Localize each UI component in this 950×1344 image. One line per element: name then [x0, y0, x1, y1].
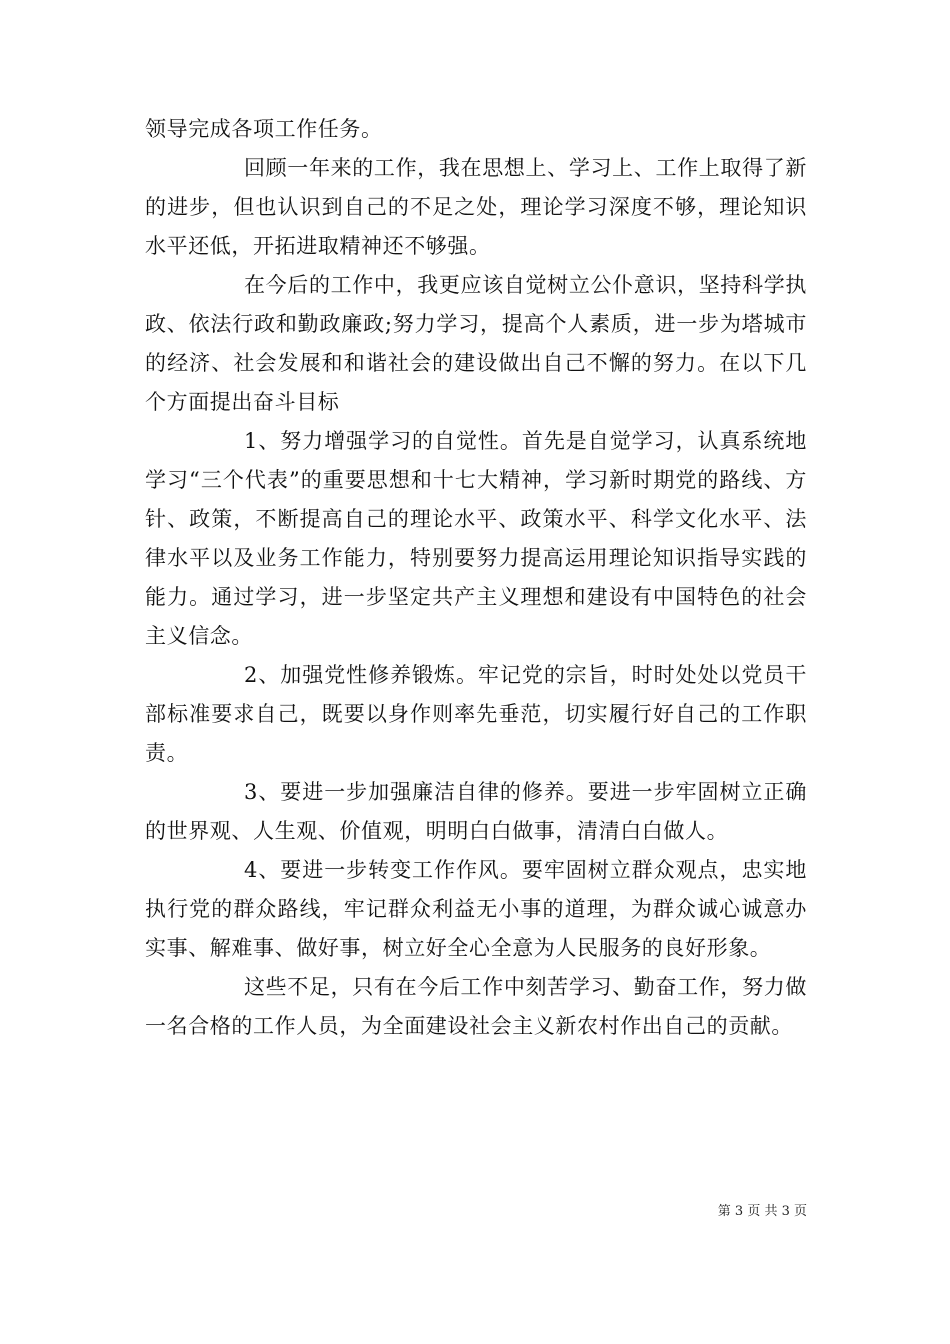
page-number: 第 3 页 共 3 页	[717, 1204, 807, 1219]
paragraph: 领导完成各项工作任务。	[145, 117, 383, 141]
document-body	[145, 110, 807, 1046]
paragraph: 3、要进一步加强廉洁自律的修养。要进一步牢固树立正确的世界观、人生观、价值观，明明白白做事，清清白白做人。	[145, 780, 807, 843]
paragraph: 这些不足，只有在今后工作中刻苦学习、勤奋工作，努力做一名合格的工作人员，为全面建设社会主义新农村作出自己的贡献。	[145, 975, 807, 1038]
paragraph: 1、努力增强学习的自觉性。首先是自觉学习，认真系统地学习“三个代表”的重要思想和十七大精神，学习新时期党的路线、方针、政策，不断提高自己的理论水平、政策水平、科学文化水平、法律水平以及业务工作能力，特别要努力提高运用理论知识指导实践的能力。通过学习，进一步坚定共产主义理想和建设有中国特色的社会主义信念。	[145, 429, 807, 648]
paragraph: 在今后的工作中，我更应该自觉树立公仆意识，坚持科学执政、依法行政和勤政廉政;努力学习，提高个人素质，进一步为塔城市的经济、社会发展和和谐社会的建设做出自己不懈的努力。在以下几个方面提出奋斗目标	[145, 273, 807, 414]
paragraph: 2、加强党性修养锻炼。牢记党的宗旨，时时处处以党员干部标准要求自己，既要以身作则率先垂范，切实履行好自己的工作职责。	[145, 663, 807, 765]
paragraph: 回顾一年来的工作，我在思想上、学习上、工作上取得了新的进步，但也认识到自己的不足之处，理论学习深度不够，理论知识水平还低，开拓进取精神还不够强。	[145, 156, 807, 258]
paragraph: 4、要进一步转变工作作风。要牢固树立群众观点，忠实地执行党的群众路线，牢记群众利益无小事的道理，为群众诚心诚意办实事、解难事、做好事，树立好全心全意为人民服务的良好形象。	[145, 858, 807, 960]
